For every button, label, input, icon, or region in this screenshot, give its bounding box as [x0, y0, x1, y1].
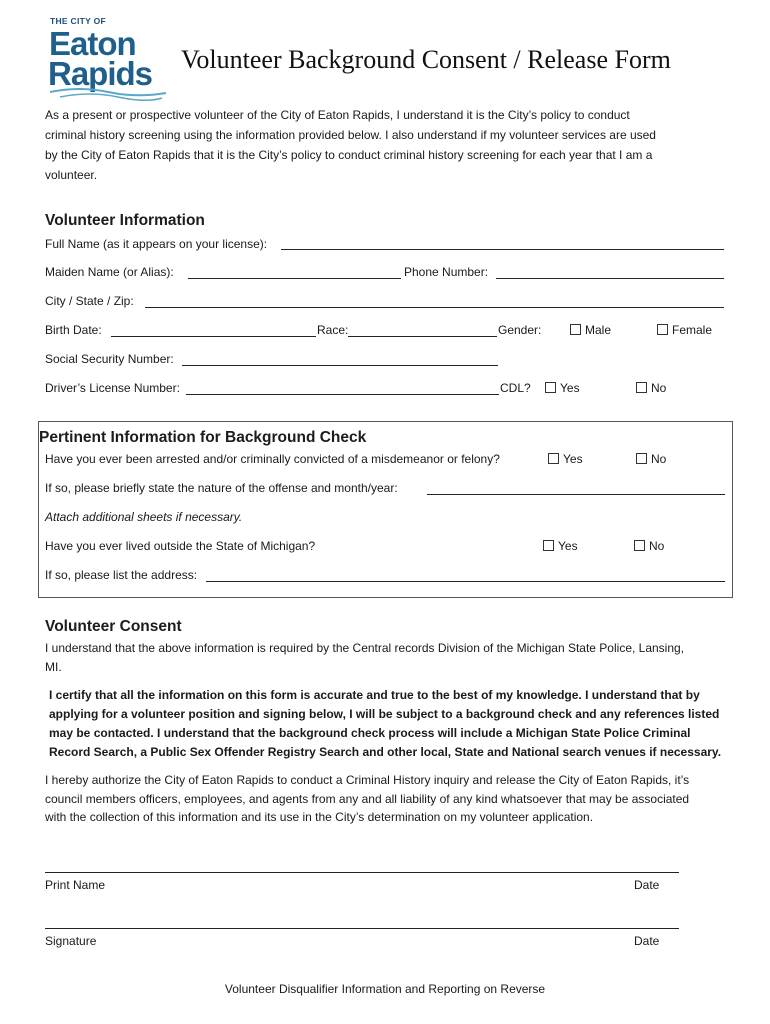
attach-note: Attach additional sheets if necessary. — [45, 510, 243, 524]
logo-line2: Rapids — [48, 55, 153, 92]
race-field[interactable] — [348, 336, 497, 337]
certify-paragraph — [49, 686, 721, 762]
birth-date-field[interactable] — [111, 336, 316, 337]
outside-mi-yes-checkbox[interactable] — [543, 540, 554, 551]
outside-mi-yes-label: Yes — [558, 539, 578, 553]
phone-field[interactable] — [496, 278, 724, 279]
logo-small-text: THE CITY OF — [50, 16, 107, 26]
authorize-line: council members officers, employees, and agents from any and all liability of any kind whatsoever that may be associated — [45, 791, 690, 806]
outside-mi-no-label: No — [649, 539, 665, 553]
certify-line: may be contacted. I understand that the background check process will include a Michigan State Police Criminal — [49, 726, 691, 740]
birth-date-label: Birth Date: — [45, 323, 102, 337]
arrested-question: Have you ever been arrested and/or criminally convicted of a misdemeanor or felony? — [45, 452, 500, 466]
intro-line: criminal history screening using the information provided below. I also understand if my volunteer services are used — [45, 128, 656, 142]
consent-heading: Volunteer Consent — [45, 618, 182, 635]
date-label-1: Date — [634, 878, 660, 892]
signature-field[interactable] — [45, 928, 679, 929]
arrested-yes-checkbox[interactable] — [548, 453, 559, 464]
arrested-no-checkbox[interactable] — [636, 453, 647, 464]
print-name-label: Print Name — [45, 878, 106, 892]
outside-mi-no-checkbox[interactable] — [634, 540, 645, 551]
intro-line: As a present or prospective volunteer of the City of Eaton Rapids, I understand it is the City’s policy to conduct — [45, 108, 630, 122]
gender-female-label: Female — [672, 323, 713, 337]
city-state-zip-field[interactable] — [145, 307, 724, 308]
cdl-yes-label: Yes — [560, 381, 580, 395]
certify-line: Record Search, a Public Sex Offender Registry Search and other local, State and National search venues if necessary. — [49, 745, 722, 759]
arrested-yes-label: Yes — [563, 452, 583, 466]
background-heading: Pertinent Information for Background Check — [39, 429, 367, 446]
city-state-zip-label: City / State / Zip: — [45, 294, 134, 308]
cdl-no-label: No — [651, 381, 667, 395]
date-label-2: Date — [634, 934, 660, 948]
offense-question: If so, please briefly state the nature of the offense and month/year: — [45, 481, 398, 495]
signature-label: Signature — [45, 934, 97, 948]
gender-male-label: Male — [585, 323, 612, 337]
offense-field[interactable] — [427, 494, 725, 495]
gender-female-checkbox[interactable] — [657, 324, 668, 335]
outside-michigan-question: Have you ever lived outside the State of Michigan? — [45, 539, 316, 553]
authorize-paragraph — [45, 771, 689, 827]
water-wave-icon — [46, 84, 170, 102]
cdl-label: CDL? — [500, 381, 531, 395]
print-name-field[interactable] — [45, 872, 679, 873]
authorize-line: I hereby authorize the City of Eaton Rapids to conduct a Criminal History inquiry and release the City of Eaton Rapids, it’s — [45, 773, 690, 787]
intro-line: by the City of Eaton Rapids that it is the City’s policy to conduct criminal history screening for each year that I am a — [45, 148, 653, 162]
gender-label: Gender: — [498, 323, 542, 337]
intro-paragraph — [45, 105, 656, 185]
consent-line: I understand that the above information is required by the Central records Division of the Michigan State Police, Lansing, — [45, 641, 685, 655]
certify-line: I certify that all the information on this form is accurate and true to the best of my knowledge. I understand that by — [49, 688, 700, 702]
drivers-license-field[interactable] — [186, 394, 499, 395]
ssn-label: Social Security Number: — [45, 352, 174, 366]
footer-note: Volunteer Disqualifier Information and Reporting on Reverse — [224, 982, 546, 996]
full-name-field[interactable] — [281, 249, 724, 250]
race-label: Race: — [317, 323, 349, 337]
maiden-name-field[interactable] — [188, 278, 401, 279]
consent-line: MI. — [45, 660, 62, 674]
certify-line: applying for a volunteer position and signing below, I will be subject to a background check and any references listed — [49, 707, 720, 721]
address-question: If so, please list the address: — [45, 568, 198, 582]
drivers-license-label: Driver’s License Number: — [45, 381, 180, 395]
city-logo — [46, 16, 170, 102]
authorize-line: with the collection of this information and its use in the City’s determination on my volunteer application. — [45, 810, 594, 824]
arrested-no-label: No — [651, 452, 667, 466]
consent-paragraph — [45, 639, 684, 677]
page-title: Volunteer Background Consent / Release Form — [181, 45, 671, 74]
phone-label: Phone Number: — [404, 265, 489, 279]
ssn-field[interactable] — [182, 365, 498, 366]
full-name-label: Full Name (as it appears on your license): — [45, 237, 268, 251]
address-field[interactable] — [206, 581, 725, 582]
logo-line1: Eaton — [49, 25, 136, 62]
gender-male-checkbox[interactable] — [570, 324, 581, 335]
intro-line: volunteer. — [45, 168, 98, 182]
cdl-no-checkbox[interactable] — [636, 382, 647, 393]
maiden-name-label: Maiden Name (or Alias): — [45, 265, 174, 279]
volunteer-info-heading: Volunteer Information — [45, 212, 205, 229]
cdl-yes-checkbox[interactable] — [545, 382, 556, 393]
